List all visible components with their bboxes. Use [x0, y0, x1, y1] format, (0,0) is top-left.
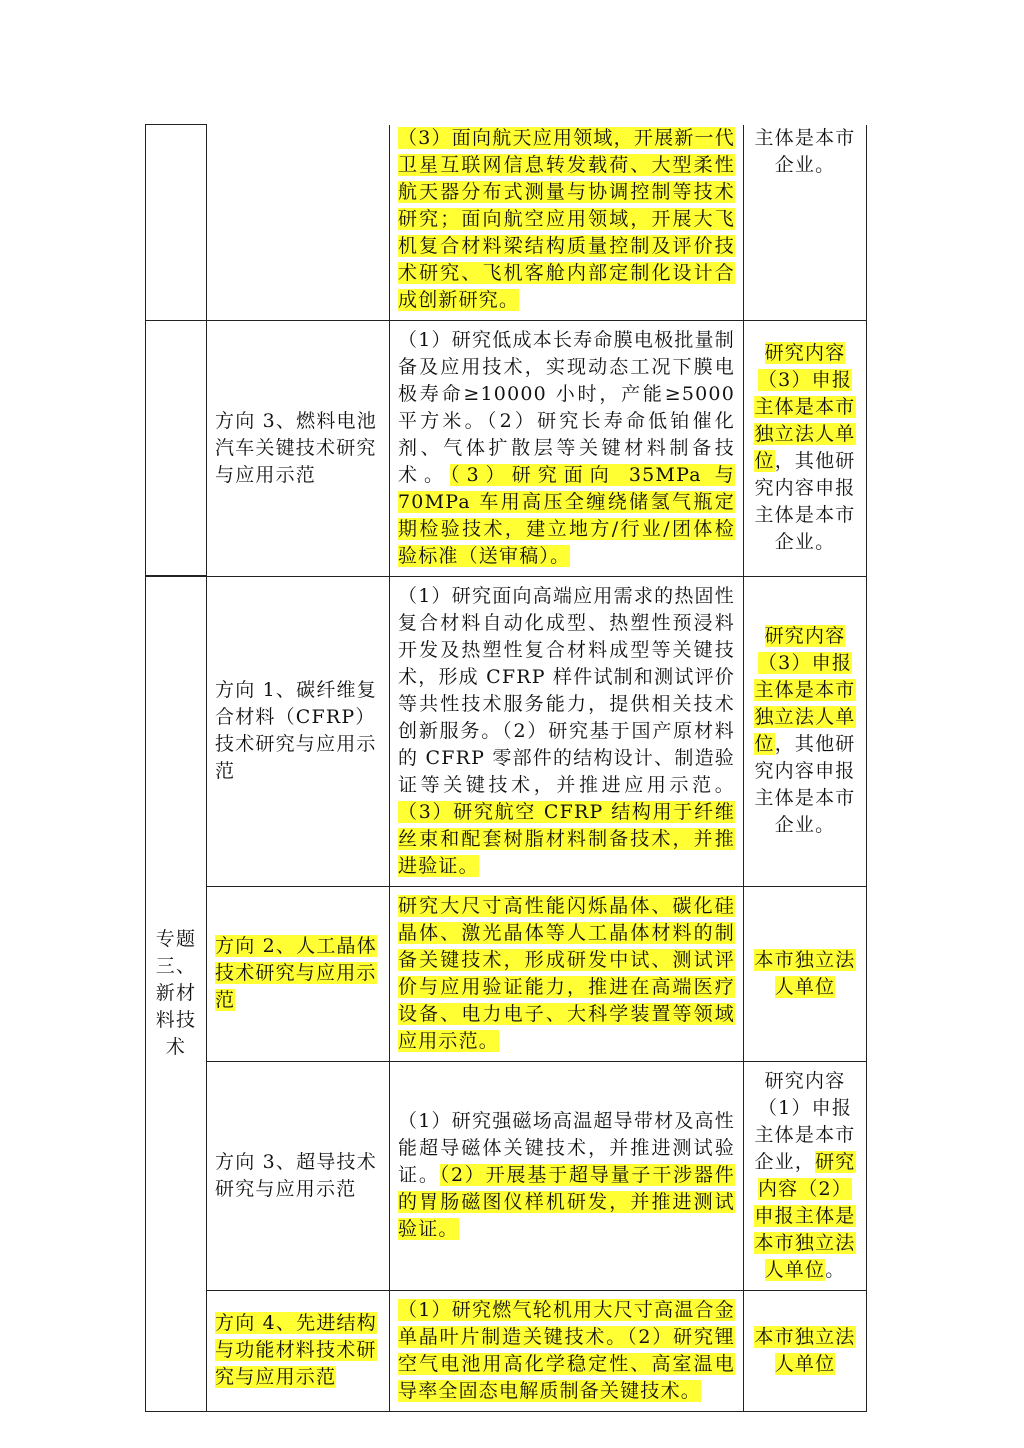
entity-cell [744, 576, 867, 886]
entity-text: 主体是本市企业。 [754, 126, 856, 176]
entity-cell [744, 320, 867, 576]
entity-text-highlighted: 研究内容（2）申报主体是本市独立法人单位 [754, 1150, 856, 1281]
content-text-highlighted: （1）研究燃气轮机用大尺寸高温合金单晶叶片制造关键技术。（2）研究锂空气电池用高化学稳定性、高室温电导率全固态电解质制备关键技术。 [398, 1298, 735, 1402]
direction-cell [207, 576, 390, 886]
topic-cell-continued [146, 320, 207, 576]
content-cell [390, 886, 744, 1061]
table-row [146, 1061, 867, 1290]
direction-cell [207, 1290, 390, 1411]
entity-cell [744, 1290, 867, 1411]
content-text-highlighted: 研究大尺寸高性能闪烁晶体、碳化硅晶体、激光晶体等人工晶体材料的制备关键技术，形成研发中试、测试评价与应用验证能力，推进在高端医疗设备、电力电子、大科学装置等领域应用示范。 [398, 894, 735, 1052]
direction-cell [207, 320, 390, 576]
entity-text: 。 [825, 1258, 846, 1281]
direction-cell [207, 886, 390, 1061]
entity-text-highlighted: 本市独立法人单位 [754, 948, 856, 998]
direction-cell [207, 1061, 390, 1290]
direction-text: 方向 3、燃料电池汽车关键技术研究与应用示范 [215, 409, 377, 486]
entity-text: 研究内容（1）申报主体是本市企业， [754, 1069, 856, 1173]
table-row [146, 886, 867, 1061]
content-cell [390, 576, 744, 886]
entity-cell [744, 886, 867, 1061]
entity-cell [744, 125, 867, 321]
direction-text-highlighted: 方向 2、人工晶体技术研究与应用示范 [215, 935, 377, 1011]
entity-cell [744, 1061, 867, 1290]
direction-text-highlighted: 方向 4、先进结构与功能材料技术研究与应用示范 [215, 1312, 377, 1388]
table-row [146, 576, 867, 886]
content-text: （1）研究面向高端应用需求的热固性复合材料自动化成型、热塑性预浸料开发及热塑性复合材料成型等关键技术，形成 CFRP 样件试制和测试评价等共性技术服务能力，提供相关技术创新服务。（2）研究基于国产原材料的 CFRP 零部件的结构设计、制造验证等关键技术，并推进应用示范。 [398, 584, 735, 796]
table-row [146, 320, 867, 576]
content-text-highlighted: （2）开展基于超导量子干涉器件的胃肠磁图仪样机研发，并推进测试验证。 [398, 1164, 735, 1240]
direction-cell-continued [207, 125, 390, 321]
topic-cell [146, 576, 207, 1411]
content-text-highlighted: （3）研究面向 35MPa 与 70MPa 车用高压全缠绕储氢气瓶定期检验技术，建立地方/行业/团体检验标准（送审稿）。 [398, 463, 735, 567]
entity-text: ，其他研究内容申报主体是本市企业。 [754, 450, 856, 553]
direction-text: 方向 3、超导技术研究与应用示范 [215, 1150, 377, 1200]
content-text: （3）面向航天应用领域，开展新一代卫星互联网信息转发载荷、大型柔性航天器分布式测量与协调控制等技术研究；面向航空应用领域，开展大飞机复合材料梁结构质量控制及评价技术研究、飞机客舱内部定制化设计合成创新研究。 [398, 126, 735, 311]
project-table [145, 124, 867, 1412]
content-text: （1）研究强磁场高温超导带材及高性能超导磁体关键技术，并推进测试验证。 [398, 1110, 735, 1186]
entity-text-highlighted: 本市独立法人单位 [754, 1325, 856, 1375]
entity-text: ，其他研究内容申报主体是本市企业。 [754, 733, 856, 836]
content-cell [390, 125, 744, 321]
content-cell [390, 1061, 744, 1290]
table-row [146, 1290, 867, 1411]
entity-text-highlighted: 研究内容（3）申报主体是本市独立法人单位 [754, 625, 856, 755]
topic-text: 专题三、新材料技术 [155, 928, 197, 1059]
content-text: （1）研究低成本长寿命膜电极批量制备及应用技术，实现动态工况下膜电极寿命≥10000 小时，产能≥5000 平方米。（2）研究长寿命低铂催化剂、气体扩散层等关键材料制备技术。 [398, 328, 735, 486]
direction-text: 方向 1、碳纤维复合材料（CFRP）技术研究与应用示范 [215, 679, 377, 782]
content-cell [390, 1290, 744, 1411]
table-row [146, 125, 867, 321]
content-text-highlighted: （3）研究航空 CFRP 结构用于纤维丝束和配套树脂材料制备技术，并推进验证。 [398, 800, 735, 877]
entity-text-highlighted: 研究内容（3）申报主体是本市独立法人单位 [754, 342, 856, 472]
topic-cell-continued [146, 125, 207, 321]
content-cell [390, 320, 744, 576]
